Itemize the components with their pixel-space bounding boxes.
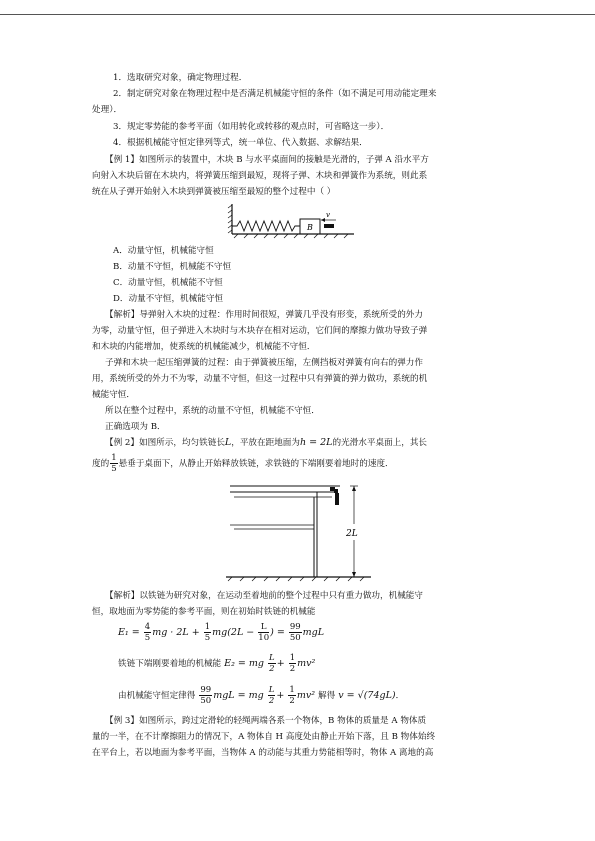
height-expr: h = 2L [300,437,333,448]
example1-analysis-3: 和木块的内能增加，使系统的机械能减少，机械能不守恒． [92,342,316,352]
example2-line-2-a: 度的 [92,459,110,469]
example1-line-2: 向射入木块后留在木块内，将弹簧压缩到最短，现将子弹、木块和弹簧作为系统，则此系 [92,171,428,181]
velocity-label: v [326,211,330,219]
step-2: 2．制定研究对象在物理过程中是否满足机械能守恒的条件（如不满足可用动能定理来 [113,89,437,99]
example3-line-1: 【例 3】如图所示，跨过定滑轮的轻绳两端各系一个物体，B 物体的质量是 A 物体质 [105,716,427,726]
option-a: A．动量守恒，机械能守恒 [113,246,214,256]
step-2-cont: 处理）． [92,105,123,115]
equation-e2: 铁链下端刚要着地的机械能 E₂ = mg $\frac{L}{2}$ + $\frac{1}{2}$ mv² [118,653,316,674]
step-4: 4．根据机械能守恒定律列等式，统一单位、代入数据、求解结果． [113,138,368,148]
example2-analysis-1: 【解析】以铁链为研究对象，在运动至着地前的整个过程中只有重力做功，机械能守 [105,591,423,601]
example2-line-2 [92,453,482,474]
chain-table-figure [226,480,371,583]
example3-line-3: 在平台上，若以地面为参考平面，当物体 A 的动能与其重力势能相等时，物体 A 离地的高 [92,748,434,758]
spring-block-figure [228,200,358,240]
example2-line-1 [105,435,495,452]
example2-line-2-b: 悬垂于桌面下，从静止开始释放铁链，求铁链的下端刚要着地时的速度． [118,459,394,469]
example1-analysis-5: 用，系统所受的外力不为零，动量不守恒，但这一过程中只有弹簧的弹力做功，系统的机 [92,374,428,384]
chain-length: L [224,437,232,448]
example2-analysis-2: 恒，取地面为零势能的参考平面，则在初始时铁链的机械能 [92,607,316,617]
page-top-rule [0,14,595,15]
height-2L-label: 2L [346,529,358,539]
example3-line-2: 量的一半，在不计摩擦阻力的情况下，A 物体自 H 高度处由静止开始下落，且 B 物体始终 [92,732,436,742]
fraction-one-fifth: $\frac{1}{5}$ [111,453,117,474]
equation-e1: E₁ = $\frac{4}{5}$ mg · 2L + $\frac{1}{5}$ mg(2L − $\frac{L}{10}$ ) = $\frac{99}{50}$ mgL [118,622,325,643]
example1-line-1: 【例 1】如图所示的装置中，木块 B 与水平桌面间的接触是光滑的，子弹 A 沿水平方 [105,155,429,165]
option-b: B．动量不守恒，机械能不守恒 [113,262,232,272]
example1-analysis-6: 械能守恒． [92,390,135,400]
example1-analysis-1: 【解析】导弹射入木块的过程：作用时间很短，弹簧几乎没有形变，系统所受的外力 [105,310,423,320]
example1-answer: 正确选项为 B． [105,422,166,432]
example1-analysis-2: 为零，动量守恒，但子弹进入木块时与木块存在相对运动，它们间的摩擦力做功导致子弹 [92,326,428,336]
example1-analysis-4: 子弹和木块一起压缩弹簧的过程：由于弹簧被压缩，左侧挡板对弹簧有向右的弹力作 [105,358,423,368]
option-d: D．动量不守恒，机械能守恒 [113,294,224,304]
step-1: 1．选取研究对象，确定物理过程． [113,73,248,83]
equation-conservation: 由机械能守恒定律得 $\frac{99}{50}$ mgL = mg $\frac{L}{2}$ + $\frac{1}{2}$ mv² 解得 v = √(74gL)． [118,685,405,706]
step-3: 3．规定零势能的参考平面（如用转化或转移的观点时，可省略这一步）． [113,122,390,132]
example1-analysis-7: 所以在整个过程中，系统的动量不守恒，机械能不守恒． [105,406,320,416]
option-c: C．动量守恒，机械能不守恒 [113,278,223,288]
example2-line-1-b: ，平放在距地面为 [231,438,300,448]
example2-line-1-c: 的光滑水平桌面上，其长 [332,438,428,448]
block-label: B [307,223,313,232]
example1-line-3: 统在从子弹开始射入木块到弹簧被压缩至最短的整个过程中（ ） [92,187,336,197]
example2-line-1-a: 【例 2】如图所示，均匀铁链长 [105,438,225,448]
